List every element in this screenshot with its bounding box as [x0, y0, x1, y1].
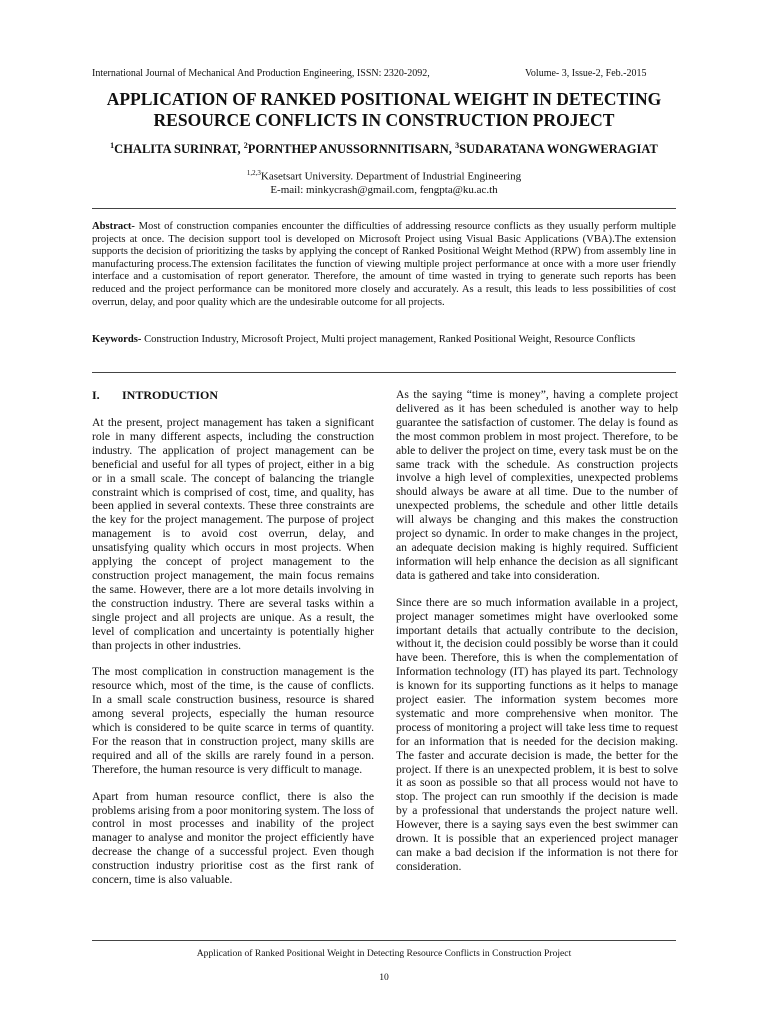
affiliation-marker: 1,2,3 [246, 169, 261, 177]
right-column [396, 388, 678, 887]
paragraph: Apart from human resource conflict, there is also the problems arising from a poor monitoring system. The loss of control in most processes and inability of the project manager to analyse and monitor the project efficiently have decrease the change of a successful project. Even though construction industry prioritise cost as the first rank of concern, time is also valuable. [92, 789, 374, 887]
abstract-label: Abstract- [92, 221, 135, 232]
left-column [92, 416, 374, 900]
author-2: PORNTHEP ANUSSORNNITISARN, [247, 142, 456, 157]
section-title: INTRODUCTION [122, 388, 219, 402]
paragraph: As the saying “time is money”, having a complete project delivered as it has been scheduled is another way to help guarantee the satisfaction of customer. The delay is found as the most common problem in most project. Therefore, to be able to deliver the project on time, every task must be on the same track with the schedule. As construction projects involve a high level of complexities, unexpected problems should always be aware at all time. Due to the number of unexpected problems, the schedule and other little details will always be changing and this makes the construction project so dynamic. In order to make changes in the project, an adequate decision making is highly required. Sufficient information will help enhance the decision as all significant data is gathered and take into consideration. [396, 388, 678, 582]
abstract [92, 221, 676, 309]
abstract-text: Most of construction companies encounter the difficulties of addressing resource conflicts as they usually perform multiple projects at once. The decision support tool is developed on Microsoft Project using Visual Basic Applications (VBA).The extension supports the decision of prioritizing the tasks by applying the concept of Ranked Positional Weight Method (RPW) from assembly line in manufacturing process.The extension facilitates the function of viewing multiple project performance at once with a more user friendly interface and a customisation of report generator. Therefore, the amount of time wasted in trying to generate such reports has been reduced and the project performance can be monitored more closely and accurately. As a result, this leads to less possibilities of cost overrun, delay, and poor quality which are the undesirable outcome for all projects. [92, 221, 676, 308]
keywords-label: Keywords- [92, 334, 142, 345]
abstract-top-rule [92, 208, 676, 209]
author-3: SUDARATANA WONGWERAGIAT [459, 142, 658, 157]
author-1-marker: 1 [110, 141, 115, 150]
author-2-marker: 2 [243, 141, 248, 150]
title-line-1: APPLICATION OF RANKED POSITIONAL WEIGHT IN DETECTING [106, 89, 662, 109]
institution: Kasetsart University. Department of Industrial Engineering [260, 170, 522, 183]
section-heading [92, 388, 218, 403]
volume-header: Volume- 3, Issue-2, Feb.-2015 [525, 68, 647, 79]
paragraph: Since there are so much information available in a project, project manager sometimes might have overlooked some important details that actually contribute to the decision, without it, the decision could possibly be worse than it could have been. Therefore, this is when the complementation of Information technology (IT) has played its part. Technology is known for its supporting functions as it helps to manage project easier. The information system becomes more systematic and more comprehensive when monitor. The process of monitoring a project will take less time to request for an information that is needed for the decision making. The faster and accurate decision is made, the better for the project. If there is an unexpected problem, it is best to solve it as soon as possible so that all process would not have to stop. The project can run smoothly if the decision is made by a professional that understands the project nature well. However, there is a saying says even the best swimmer can drown. It is possible that an experienced project manager can make a bad decision if the information is not there for consideration. [396, 595, 678, 873]
paper-title [60, 89, 708, 131]
footer-rule [92, 940, 676, 941]
paragraph: At the present, project management has taken a significant role in many different aspects, including the construction industry. The application of project management can be beneficial and useful for all types of project, either in a big or in a small scale. The concept of balancing the triangle constraint which is comprised of cost, time, and quality, has been applied in several contexts. These three constraints are the key for the project management. The purpose of project management is to avoid cost overrun, delay, and unsatisfying quality which occurs in most projects. When applying the concept of project management to the construction project management, the main focus remains the same. However, there are a lot more details involving in the construction industry. There are several tasks within a single project and all projects are unique. As a result, the level of complication and uncertainty is potentially higher than projects in other industries. [92, 416, 374, 652]
footer-title: Application of Ranked Positional Weight in Detecting Resource Conflicts in Construction Project [196, 948, 572, 959]
author-1: CHALITA SURINRAT, [114, 142, 244, 157]
section-number: I. [92, 388, 100, 402]
author-list [60, 141, 708, 157]
keywords [92, 334, 676, 347]
affiliation [60, 167, 708, 197]
author-email: E-mail: minkycrash@gmail.com, fengpta@ku.ac.th [270, 183, 498, 196]
journal-header: International Journal of Mechanical And Production Engineering, ISSN: 2320-2092, [92, 68, 430, 79]
title-line-2: RESOURCE CONFLICTS IN CONSTRUCTION PROJECT [153, 110, 615, 130]
author-3-marker: 3 [455, 141, 460, 150]
page-number: 10 [379, 972, 389, 983]
abstract-bottom-rule [92, 372, 676, 373]
paragraph: The most complication in construction management is the resource which, most of the time, is the cause of conflicts. In a small scale construction business, resource is shared among several projects, especially the human resource which is considered to be quite scarce in terms of quantity. For the reason that in construction project, many skills are required and all of the skills are rarely found in a person. Therefore, the human resource is very difficult to manage. [92, 665, 374, 776]
keywords-text: Construction Industry, Microsoft Project, Multi project management, Ranked Positional Weight, Resource Conflicts [141, 334, 636, 345]
